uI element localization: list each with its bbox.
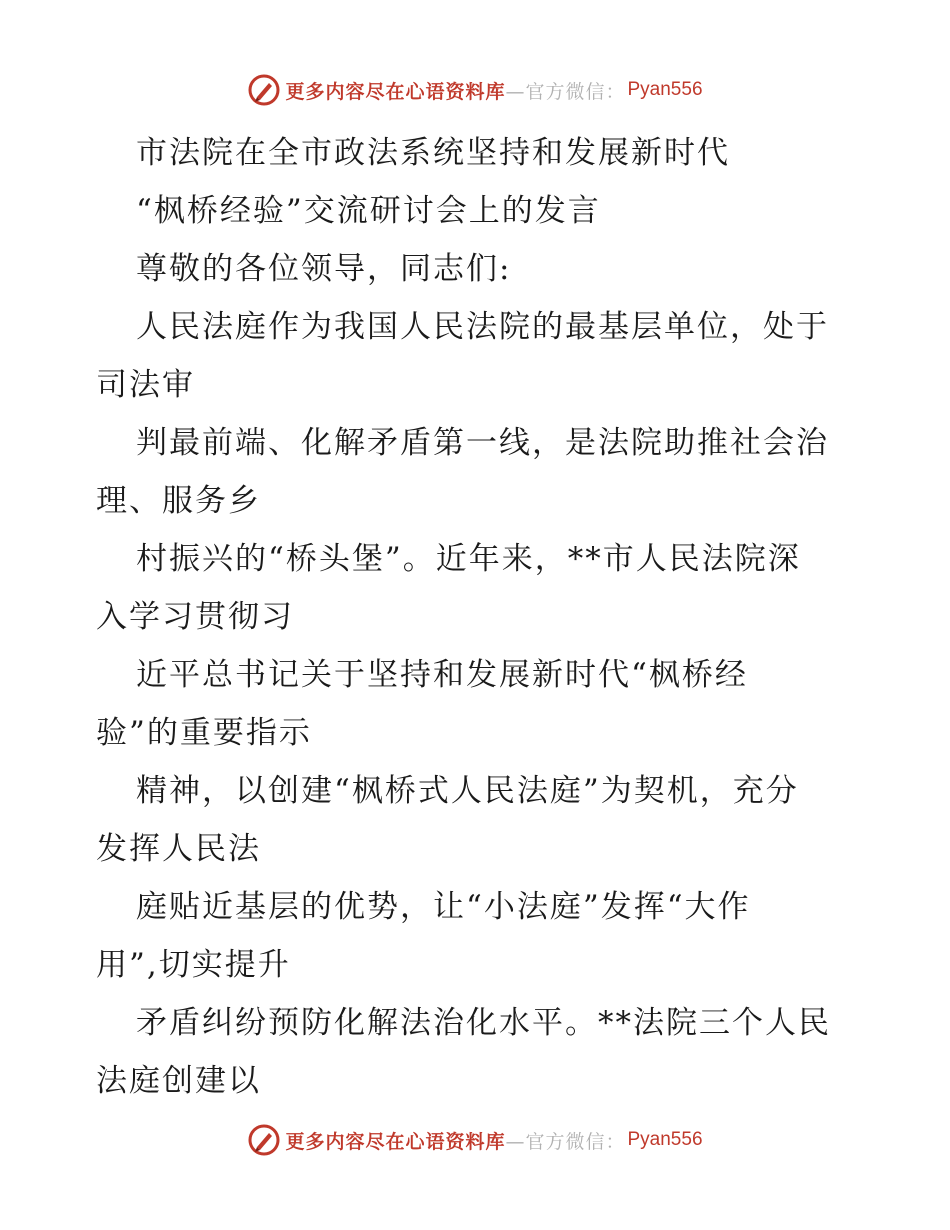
text-line: 村振兴的“桥头堡”。近年来，**市人民法院深 (136, 541, 801, 577)
footer-banner (0, 1120, 950, 1160)
text-line: 矛盾纠纷预防化解法治化水平。**法院三个人民 (136, 1005, 831, 1041)
text-line: 判最前端、化解矛盾第一线，是法院助推社会治 (136, 425, 829, 461)
pen-logo-icon (247, 1123, 281, 1157)
banner-text: 更多内容尽在心语资料库 (285, 80, 506, 103)
banner-text: 更多内容尽在心语资料库 (285, 1130, 506, 1153)
banner-wechat-id: Pyan556 (627, 79, 703, 100)
text-line: 尊敬的各位领导，同志们: (136, 251, 512, 287)
text-line: 验”的重要指示 (96, 715, 312, 751)
banner-separator: —官方微信： (505, 80, 626, 103)
text-line: 精神，以创建“枫桥式人民法庭”为契机，充分 (136, 773, 799, 809)
text-line: 人民法庭作为我国人民法院的最基层单位，处于 (136, 309, 829, 345)
text-line: 入学习贯彻习 (96, 599, 294, 635)
text-line: 发挥人民法 (96, 831, 261, 867)
text-line: 法庭创建以 (96, 1063, 261, 1099)
banner-wechat-id: Pyan556 (627, 1129, 703, 1150)
text-line: 理、服务乡 (96, 483, 261, 519)
text-line: “枫桥经验”交流研讨会上的发言 (136, 193, 601, 229)
header-banner (0, 70, 950, 110)
banner-separator: —官方微信： (505, 1130, 626, 1153)
text-line: 司法审 (96, 367, 195, 403)
text-line: 庭贴近基层的优势，让“小法庭”发挥“大作 (136, 889, 751, 925)
pen-logo-icon (247, 73, 281, 107)
text-line: 用”,切实提升 (96, 947, 291, 983)
text-line: 市法院在全市政法系统坚持和发展新时代 (136, 135, 730, 171)
document-body (96, 124, 856, 1110)
text-line: 近平总书记关于坚持和发展新时代“枫桥经 (136, 657, 748, 693)
